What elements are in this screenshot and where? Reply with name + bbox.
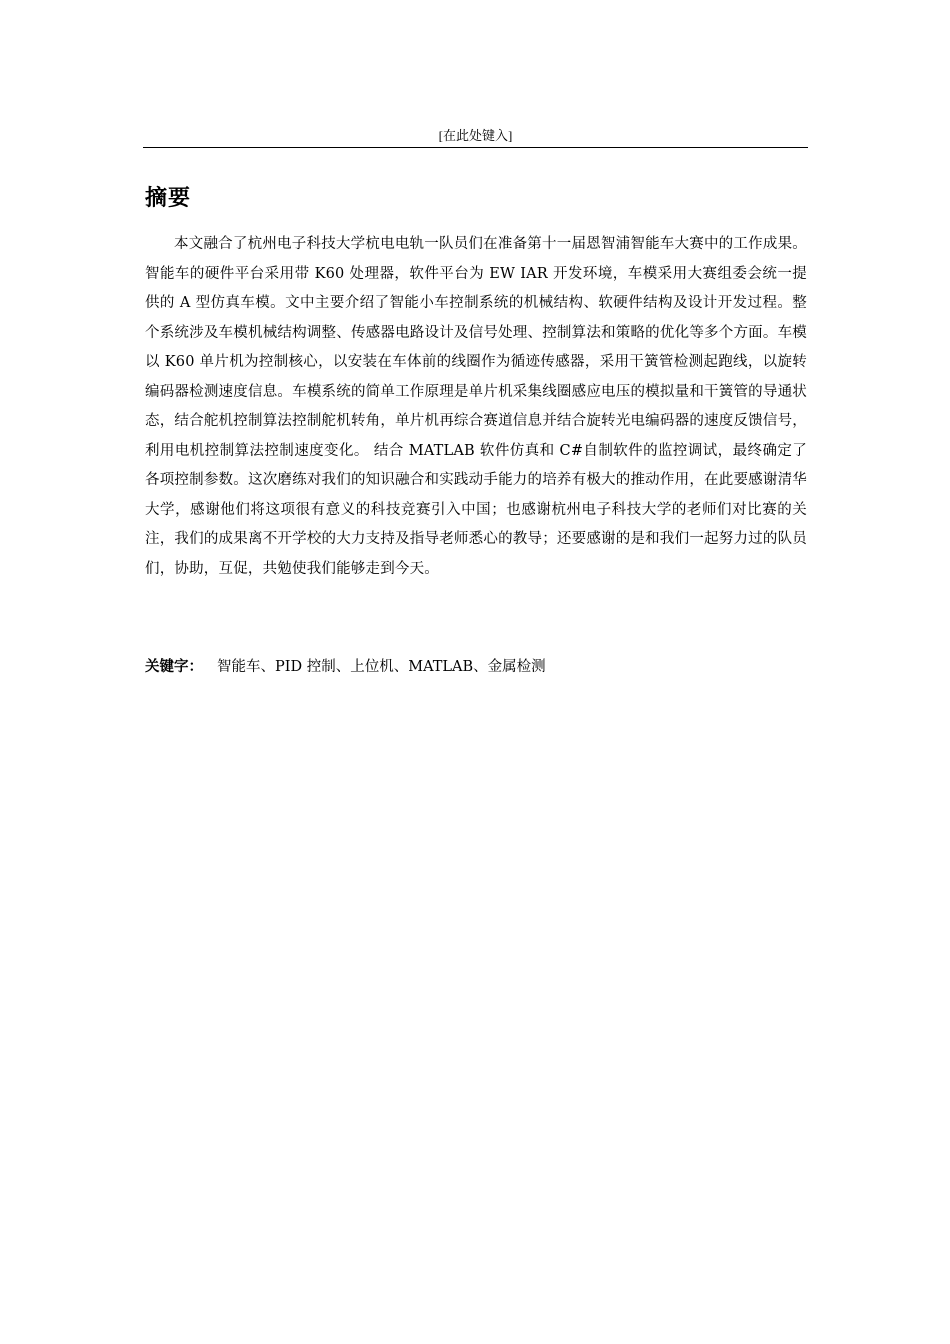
keywords-label: 关键字： — [145, 659, 203, 675]
header-divider — [143, 147, 808, 148]
keywords-line — [145, 654, 546, 680]
abstract-body: 本文融合了杭州电子科技大学杭电电轨一队员们在准备第十一届恩智浦智能车大赛中的工作成果。智能车的硬件平台采用带 K60 处理器，软件平台为 EW IAR 开发环境，车模采用大赛组委会统一提供的 A 型仿真车模。文中主要介绍了智能小车控制系统的机械结构、软硬件结构及设计开发过程。整个系统涉及车模机械结构调整、传感器电路设计及信号处理、控制算法和策略的优化等多个方面。车模以 K60 单片机为控制核心，以安装在车体前的线圈作为循迹传感器，采用干簧管检测起跑线，以旋转编码器检测速度信息。车模系统的简单工作原理是单片机采集线圈感应电压的模拟量和干簧管的导通状态，结合舵机控制算法控制舵机转角，单片机再综合赛道信息并结合旋转光电编码器的速度反馈信号，利用电机控制算法控制速度变化。 结合 MATLAB 软件仿真和 C#自制软件的监控调试，最终确定了各项控制参数。这次磨练对我们的知识融合和实践动手能力的培养有极大的推动作用，在此要感谢清华大学，感谢他们将这项很有意义的科技竞赛引入中国；也感谢杭州电子科技大学的老师们对比赛的关注，我们的成果离不开学校的大力支持及指导老师悉心的教导；还要感谢的是和我们一起努力过的队员们，协助，互促，共勉使我们能够走到今天。 — [145, 236, 807, 577]
keywords-value: 智能车、PID 控制、上位机、MATLAB、金属检测 — [217, 659, 546, 675]
page-header: [在此处键入] — [438, 128, 513, 143]
abstract-title: 摘要 — [145, 186, 192, 211]
